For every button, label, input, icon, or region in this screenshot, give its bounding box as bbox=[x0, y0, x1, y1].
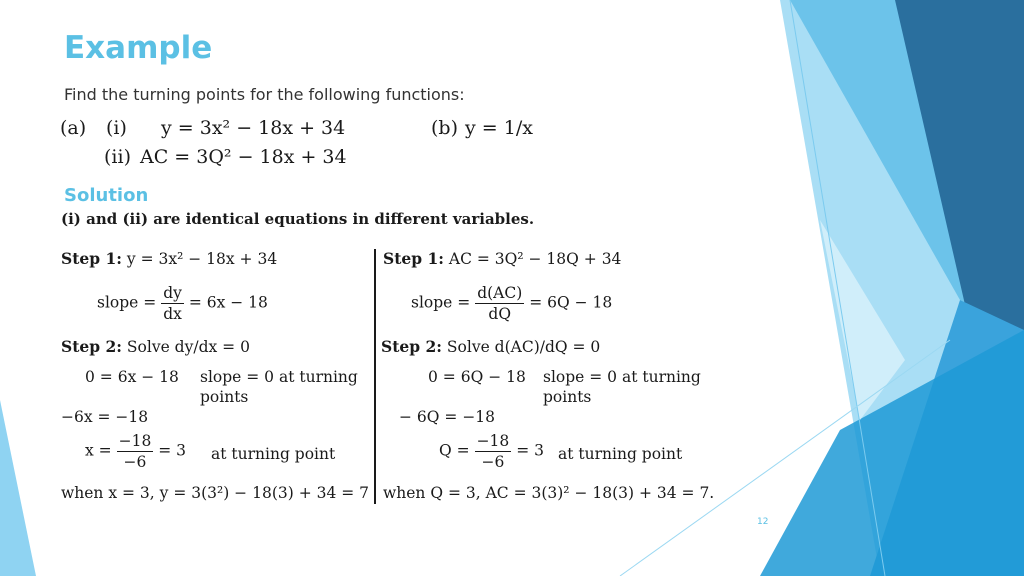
problem-b-equation: y = 1/x bbox=[465, 117, 533, 139]
left-slope-numerator: dy bbox=[163, 284, 182, 302]
left-slope-word: slope = bbox=[97, 293, 157, 312]
right-step2-text: Solve d(AC)/dQ = 0 bbox=[446, 338, 601, 356]
left-x-fraction bbox=[117, 431, 154, 472]
right-slope-denominator: dQ bbox=[488, 305, 512, 323]
problem-i-equation: y = 3x² − 18x + 34 bbox=[161, 117, 346, 139]
left-x-note: at turning point bbox=[211, 445, 336, 463]
left-corner-shape bbox=[0, 400, 36, 576]
left-slope-rhs: = 6x − 18 bbox=[188, 293, 268, 312]
solution-heading: Solution bbox=[64, 185, 149, 206]
left-step2-text: Solve dy/dx = 0 bbox=[126, 338, 250, 356]
left-eq1: 0 = 6x − 18 bbox=[85, 368, 179, 386]
right-step2-label: Step 2: bbox=[381, 337, 442, 356]
left-slope-denominator: dx bbox=[163, 305, 182, 323]
right-eq2: − 6Q = −18 bbox=[399, 408, 496, 426]
left-step1-equation: y = 3x² − 18x + 34 bbox=[126, 250, 278, 268]
problem-a-label: (a) bbox=[60, 117, 87, 139]
page-number: 12 bbox=[757, 517, 769, 527]
left-slope-fraction bbox=[161, 283, 184, 324]
problem-ii-equation: AC = 3Q² − 18x + 34 bbox=[140, 146, 347, 168]
right-slope-word: slope = bbox=[411, 293, 471, 312]
slide-title: Example bbox=[64, 30, 213, 66]
left-step1-label: Step 1: bbox=[61, 249, 122, 268]
right-q-fraction bbox=[475, 431, 512, 472]
right-q-lhs: Q = bbox=[439, 441, 470, 460]
right-q-note: at turning point bbox=[558, 445, 683, 463]
left-x-numerator: −18 bbox=[118, 432, 152, 450]
solution-note: (i) and (ii) are identical equations in different variables. bbox=[61, 210, 535, 228]
right-eq1: 0 = 6Q − 18 bbox=[428, 368, 526, 386]
right-final: when Q = 3, AC = 3(3)² − 18(3) + 34 = 7. bbox=[383, 484, 715, 502]
right-q-numerator: −18 bbox=[476, 432, 510, 450]
left-x-denominator: −6 bbox=[123, 453, 147, 471]
left-x-lhs: x = bbox=[85, 441, 112, 460]
column-divider bbox=[374, 249, 376, 504]
left-step2-label: Step 2: bbox=[61, 337, 122, 356]
right-q-rhs: = 3 bbox=[516, 441, 544, 460]
right-note1b: points bbox=[543, 388, 592, 406]
right-step1-label: Step 1: bbox=[383, 249, 444, 268]
right-q-denominator: −6 bbox=[481, 453, 505, 471]
left-eq2: −6x = −18 bbox=[61, 408, 149, 426]
right-slope-rhs: = 6Q − 18 bbox=[529, 293, 613, 312]
problem-b-label: (b) bbox=[431, 117, 458, 139]
right-slope-fraction bbox=[475, 283, 524, 324]
left-note1a: slope = 0 at turning bbox=[200, 368, 358, 386]
right-step1-equation: AC = 3Q² − 18Q + 34 bbox=[448, 250, 622, 268]
left-final: when x = 3, y = 3(3²) − 18(3) + 34 = 7 bbox=[61, 484, 370, 502]
intro-text: Find the turning points for the following functions: bbox=[64, 85, 465, 104]
problem-ii-label: (ii) bbox=[104, 146, 131, 168]
problem-i-label: (i) bbox=[106, 117, 127, 139]
left-x-rhs: = 3 bbox=[158, 441, 187, 460]
right-slope-numerator: d(AC) bbox=[477, 284, 523, 302]
right-note1a: slope = 0 at turning bbox=[543, 368, 701, 386]
left-note1b: points bbox=[200, 388, 249, 406]
